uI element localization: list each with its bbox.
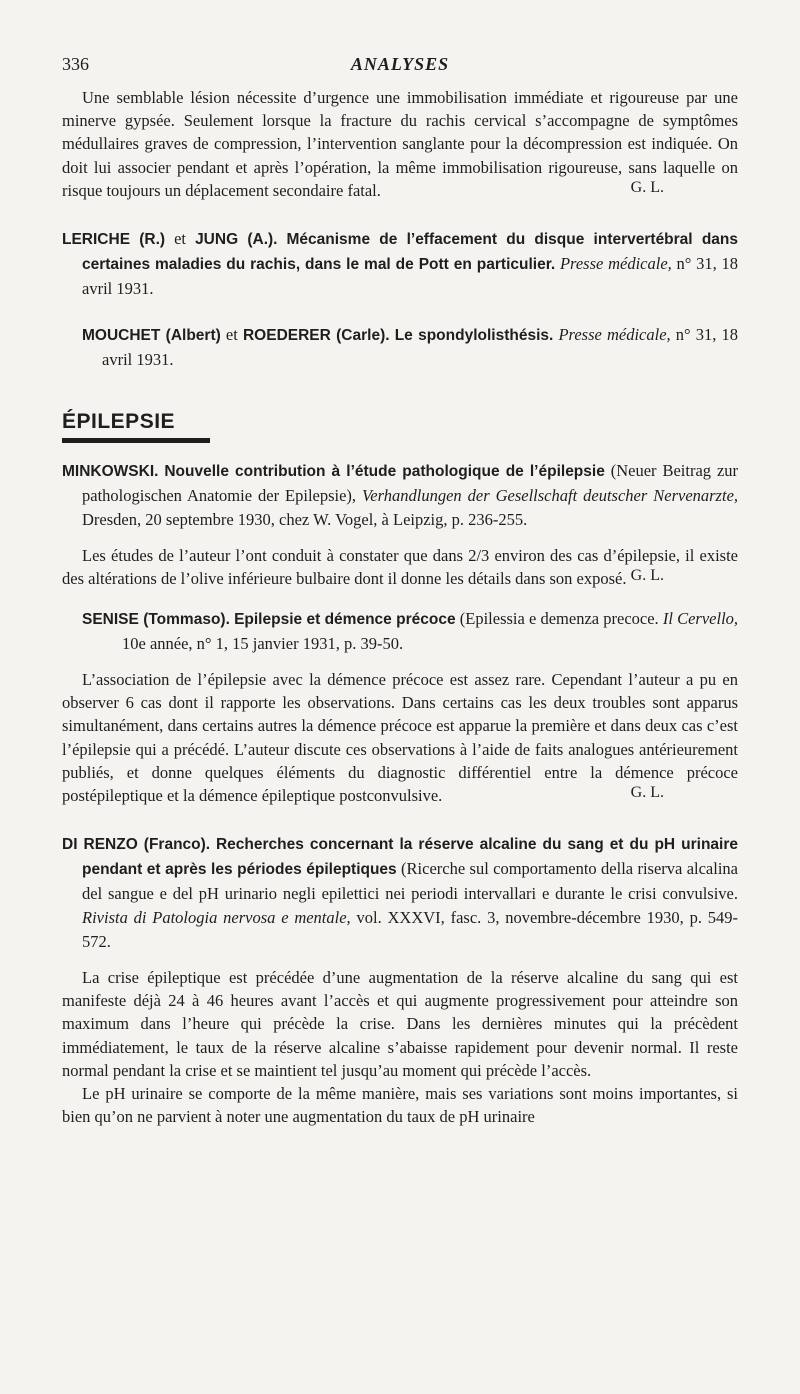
entry-senise-journal: Il Cervello,	[662, 609, 739, 629]
entry-minkowski-abstract-text: Les études de l’auteur l’ont conduit à constater que dans 2/3 environ des cas d’épilepsie, il existe des altérations de l’olive inférieure bulbaire dont il donne les détails dans son exposé.	[62, 545, 738, 589]
entry-mouchet-author: MOUCHET (Albert)	[82, 326, 221, 344]
entry-leriche-title: Mécanisme de l’effacement du disque intervertébral dans certaines maladies du rachis, dans le mal de Pott en particulier.	[82, 230, 739, 273]
entry-minkowski-title: Nouvelle contribution à l’étude pathologique de l’épilepsie	[164, 462, 605, 480]
page	[62, 0, 739, 1127]
entry-senise	[62, 607, 738, 656]
entry-direnzo-author: DI RENZO (Franco).	[62, 836, 211, 854]
entry-mouchet-ref: n° 31, 18 avril 1931.	[102, 324, 739, 369]
content	[62, 86, 738, 1129]
entry-leriche-author: LERICHE (R.)	[62, 230, 166, 248]
entry-minkowski-signature: G. L.	[630, 567, 664, 585]
entry-direnzo	[62, 832, 738, 954]
section-heading	[62, 410, 738, 443]
entry-leriche-author2: JUNG (A.).	[195, 230, 278, 248]
entry-leriche-journal: Presse médicale,	[559, 253, 672, 273]
entry-senise-orig: (Epilessia e demenza precoce.	[459, 609, 659, 629]
entry-direnzo-title: Recherches concernant la réserve alcaline du sang et du pH urinaire pendant et après les périodes épileptiques	[82, 836, 739, 879]
section-title: ÉPILEPSIE	[62, 409, 176, 433]
entry-minkowski-orig: (Neuer Beitrag zur pathologischen Anatomie der Epilepsie),	[82, 460, 739, 505]
entry-senise-title: Epilepsie et démence précoce	[234, 611, 456, 629]
entry-direnzo-abstract-2-text: Le pH urinaire se comporte de la même manière, mais ses variations sont moins importantes, si bien qu’on ne parvient à noter une augmentation du taux de pH urinaire	[62, 1084, 738, 1127]
entry-minkowski-journal: Verhandlungen der Gesellschaft deutscher Nervenarzte,	[362, 485, 739, 505]
entry-senise-ref: 10e année, n° 1, 15 janvier 1931, p. 39-50.	[122, 634, 404, 654]
running-head	[62, 0, 738, 74]
entry-direnzo-abstract-1	[62, 966, 738, 1082]
entry-mouchet-journal: Presse médicale,	[558, 324, 671, 344]
intro-text: Une semblable lésion nécessite d’urgence une immobilisation immédiate et rigoureuse par une minerve gypsée. Seulement lorsque la fracture du rachis cervical s’accompagne de symptômes médullaires graves de compression, l’intervention sanglante pour la décompression est indiquée. On doit lui associer pendant et après l’opération, la même immobilisation rigoureuse, sans laquelle on risque toujours un déplacement secondaire fatal.	[62, 88, 738, 200]
entry-minkowski-ref: Dresden, 20 septembre 1930, chez W. Vogel, à Leipzig, p. 236-255.	[82, 509, 528, 529]
entry-direnzo-abstract-1-text: La crise épileptique est précédée d’une augmentation de la réserve alcaline du sang qui est manifeste déjà 24 à 46 heures avant l’accès et qui augmente progressivement pour atteindre son maximum dans l’heure qui précède la crise. Dans les dernières minutes qui la précèdent immédiatement, le taux de la réserve alcaline s’abaisse rapidement pour devenir normal. Il reste normal pendant la crise et se maintient tel jusqu’au moment qui précède l’accès.	[62, 968, 738, 1080]
entry-leriche-connector: et	[174, 228, 187, 248]
page-number: 336	[62, 54, 89, 74]
entry-mouchet	[62, 323, 738, 372]
entry-direnzo-orig: (Ricerche sul comportamento della riserva alcalina del sangue e del pH urinario negli epilettici nei periodi intervallari e durante le crisi convulsive.	[82, 859, 738, 904]
intro-signature: G. L.	[630, 178, 664, 196]
entry-direnzo-journal: Rivista di Patologia nervosa e mentale,	[82, 908, 351, 928]
entry-direnzo-abstract-2	[62, 1082, 738, 1128]
entry-senise-author: SENISE (Tommaso).	[82, 611, 230, 629]
entry-leriche	[62, 227, 738, 301]
entry-minkowski-author: MINKOWSKI.	[62, 462, 159, 480]
entry-minkowski	[62, 459, 738, 532]
entry-senise-abstract-text: L’association de l’épilepsie avec la démence précoce est assez rare. Cependant l’auteur a pu en observer 6 cas dont il rapporte les observations. Dans certains cas les deux troubles sont apparus simultanément, dans certains autres la démence précoce est apparue la première et dans deux cas c’est l’épilepsie qui a précédé. L’auteur discute ces observations à l’aide de faits analogues antérieurement publiés, et donne quelques éléments du diagnostic différentiel entre la démence précoce postépileptique et la démence épileptique postconvulsive.	[62, 670, 738, 806]
entry-senise-signature: G. L.	[630, 784, 664, 802]
entry-mouchet-connector: et	[225, 324, 238, 344]
entry-mouchet-title: Le spondylolisthésis.	[394, 326, 554, 344]
entry-mouchet-author2: ROEDERER (Carle).	[242, 326, 390, 344]
entry-leriche-ref: n° 31, 18 avril 1931.	[82, 253, 739, 298]
entry-direnzo-ref: vol. XXXVI, fasc. 3, novembre-décembre 1930, p. 549-572.	[82, 908, 738, 952]
running-title: ANALYSES	[350, 54, 450, 74]
